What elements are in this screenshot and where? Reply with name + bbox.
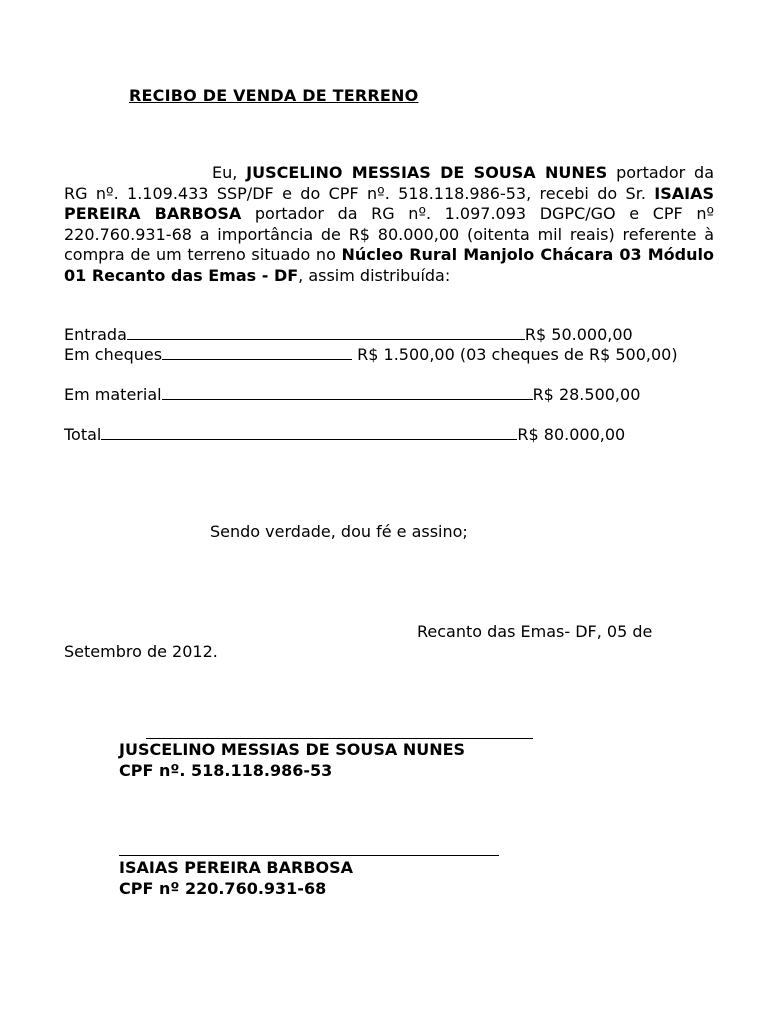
entrada-value: R$ 50.000,00 bbox=[524, 325, 633, 344]
document-title: RECIBO DE VENDA DE TERRENO bbox=[129, 86, 419, 105]
material-fill-line bbox=[162, 384, 533, 400]
buyer-signature-name: ISAIAS PEREIRA BARBOSA bbox=[119, 858, 354, 877]
signature-line-buyer bbox=[119, 855, 499, 856]
receipt-body bbox=[64, 163, 714, 286]
cheques-value: R$ 1.500,00 (03 cheques de R$ 500,00) bbox=[352, 345, 678, 364]
breakdown-row-material bbox=[64, 384, 640, 405]
place-and-date bbox=[64, 622, 685, 662]
breakdown-row-cheques bbox=[64, 344, 685, 365]
body-text-intro: Eu, bbox=[212, 163, 247, 182]
material-value: R$ 28.500,00 bbox=[532, 385, 641, 404]
total-label: Total bbox=[64, 425, 102, 444]
seller-name: JUSCELINO MESSIAS DE SOUSA NUNES bbox=[246, 163, 608, 182]
entrada-label: Entrada bbox=[64, 325, 127, 344]
seller-signature-cpf: CPF nº. 518.118.986-53 bbox=[119, 760, 333, 780]
signature-block-seller bbox=[119, 740, 465, 781]
total-value: R$ 80.000,00 bbox=[517, 425, 626, 444]
breakdown-row-total bbox=[64, 424, 625, 445]
body-text-seller-ids: portador da RG nº. 1.109.433 SSP/DF e do CPF nº. 518.118.986-53, recebi do Sr. bbox=[64, 163, 714, 203]
buyer-signature-cpf: CPF nº 220.760.931-68 bbox=[119, 878, 327, 898]
seller-signature-name: JUSCELINO MESSIAS DE SOUSA NUNES bbox=[119, 740, 466, 759]
signature-block-buyer bbox=[119, 858, 353, 899]
material-label: Em material bbox=[64, 385, 162, 404]
closing-statement: Sendo verdade, dou fé e assino; bbox=[210, 522, 468, 541]
body-text-end: , assim distribuída: bbox=[298, 265, 451, 285]
property-location: Núcleo Rural Manjolo Chácara 03 Módulo 01 Recanto das Emas - DF bbox=[64, 245, 714, 285]
place-date-text: Recanto das Emas- DF, 05 de Setembro de 2012. bbox=[64, 622, 653, 661]
breakdown-row-entrada bbox=[64, 324, 633, 345]
buyer-name: ISAIAS PEREIRA BARBOSA bbox=[64, 183, 714, 223]
entrada-fill-line bbox=[127, 324, 525, 340]
signature-line-seller bbox=[146, 738, 533, 739]
cheques-fill-line bbox=[162, 344, 352, 360]
total-fill-line bbox=[101, 424, 517, 440]
cheques-label: Em cheques bbox=[64, 345, 163, 364]
body-text-buyer-ids: portador da RG nº. 1.097.093 DGPC/GO e CPF nº 220.760.931-68 a importância de R$ 80.000,00 (oitenta mil reais) referente à compra de um terreno situado no bbox=[64, 204, 715, 264]
